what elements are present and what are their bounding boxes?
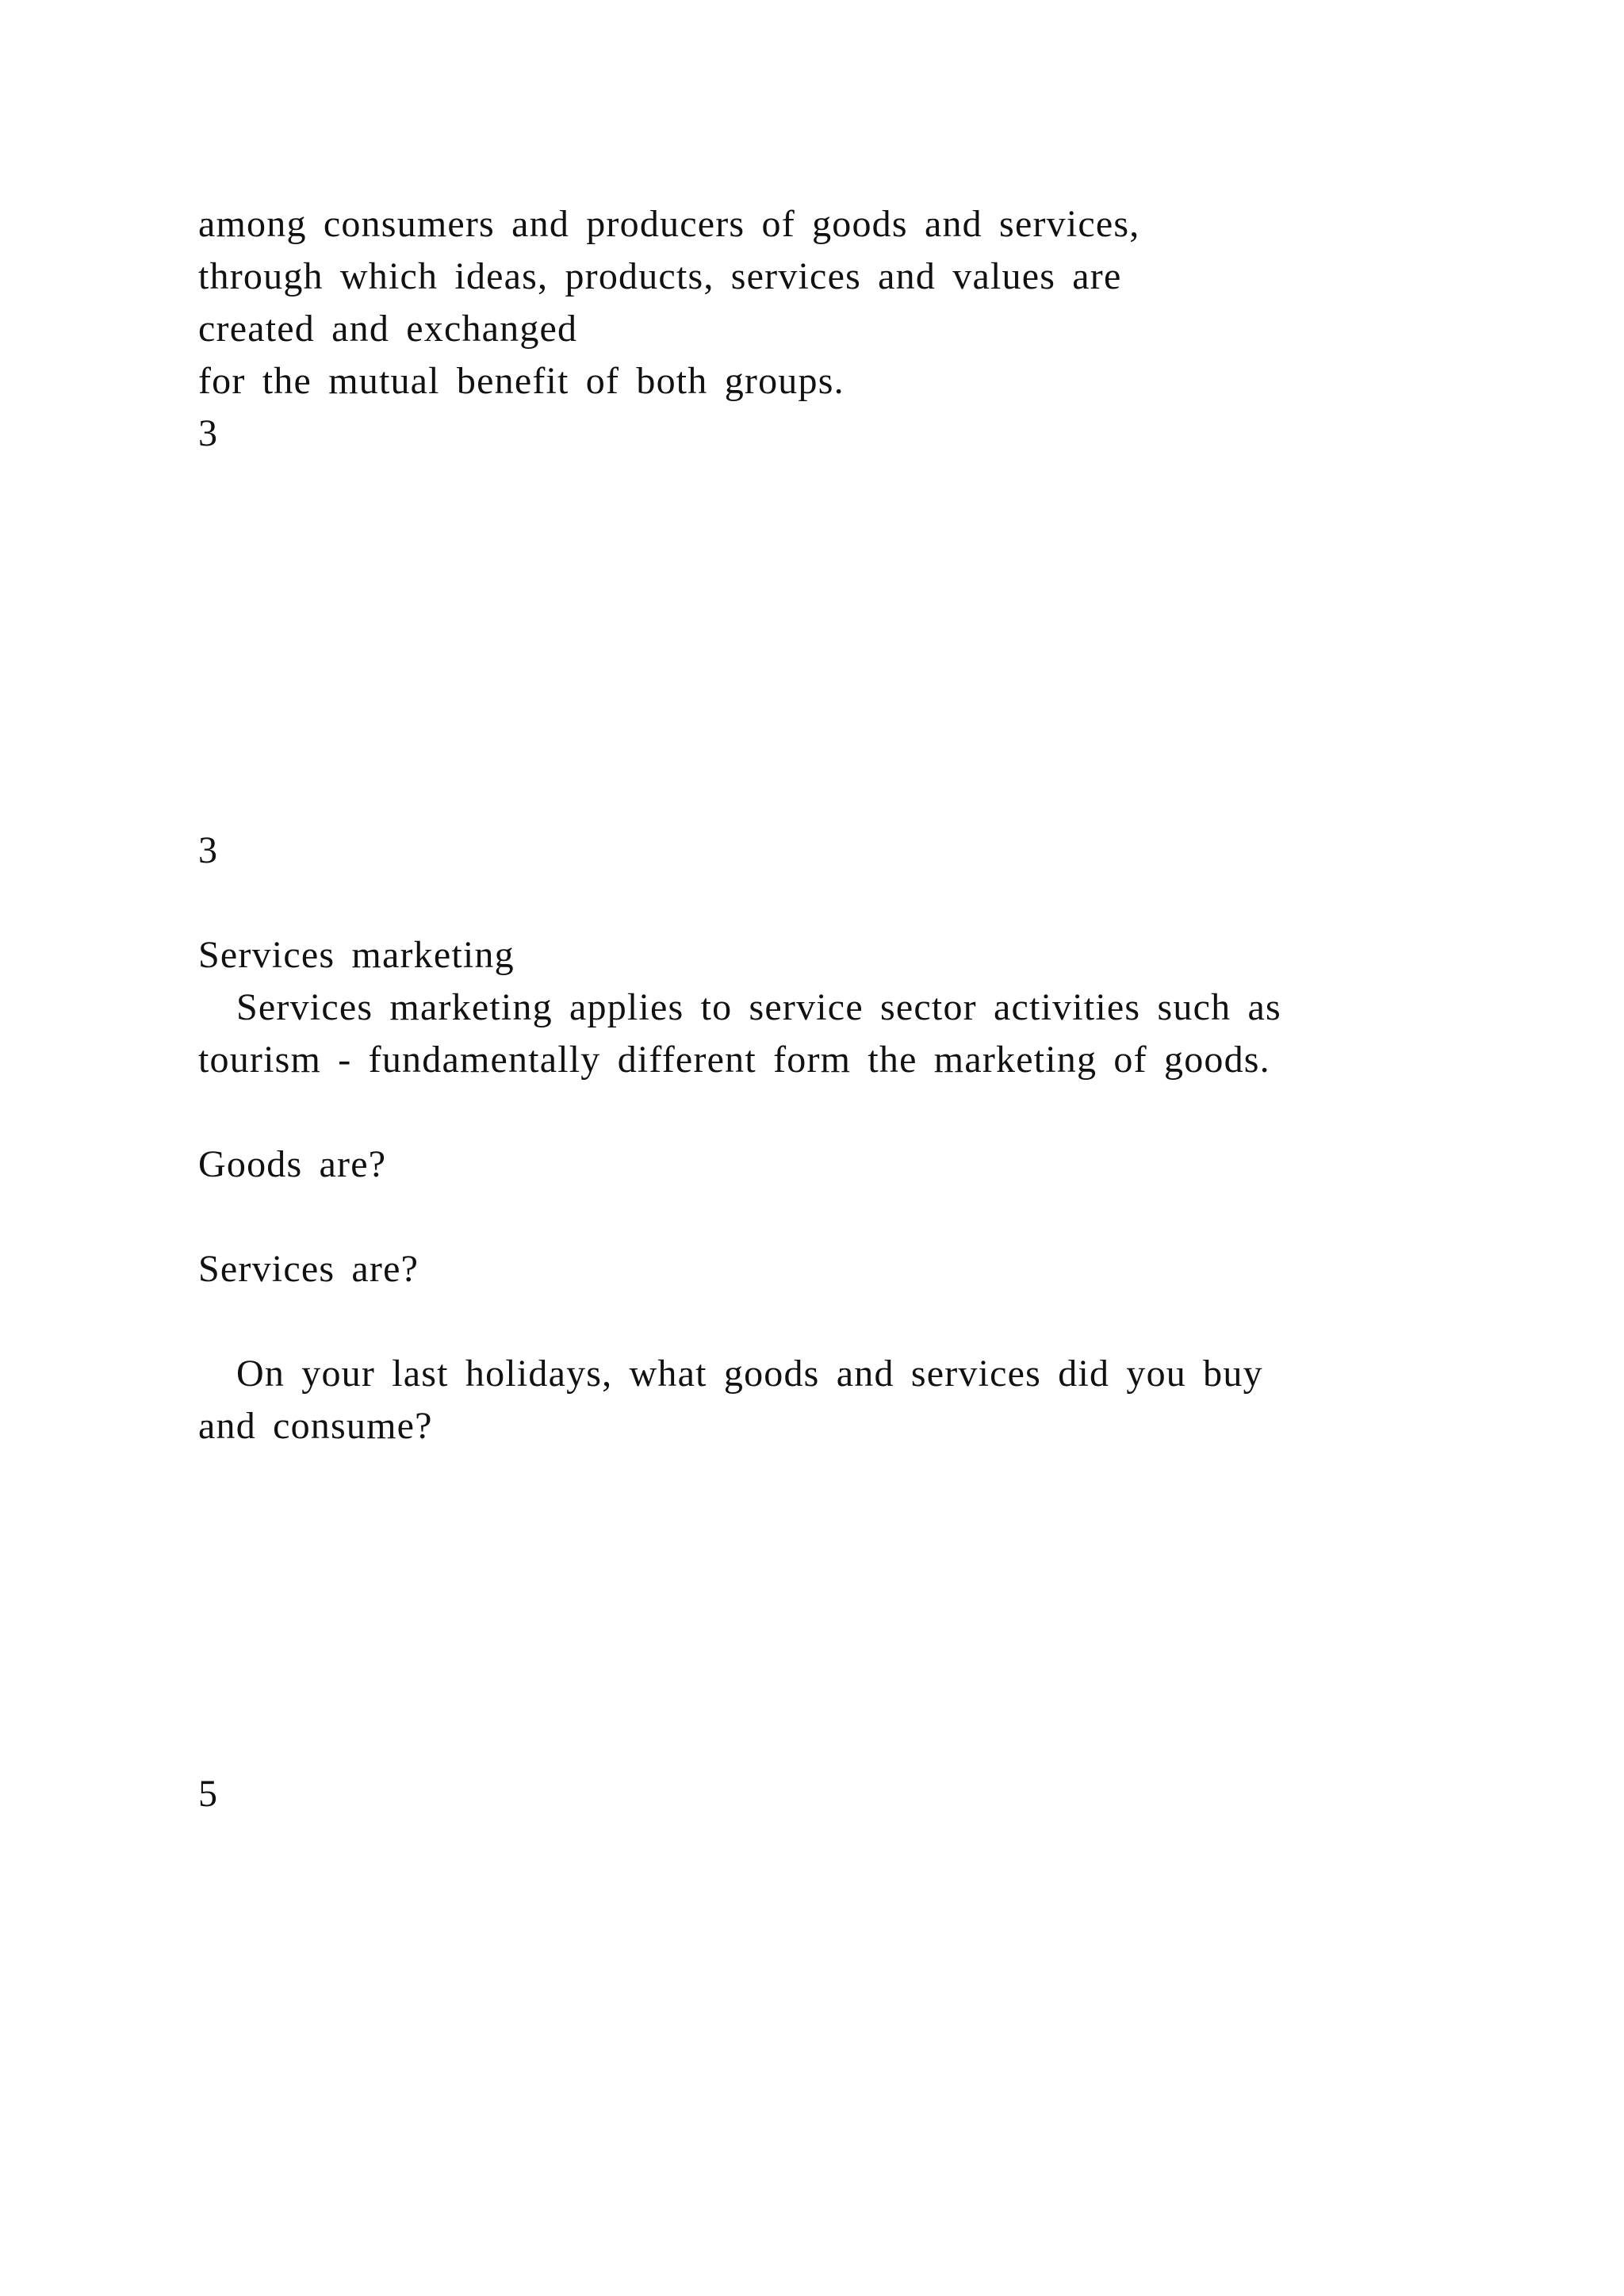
text-line: among consumers and producers of goods and services,: [198, 203, 1140, 245]
page-number: 3: [198, 412, 219, 454]
text-line: tourism - fundamentally different form the marketing of goods.: [198, 1039, 1270, 1081]
text-line: created and exchanged: [198, 308, 578, 350]
section-heading: Services marketing: [198, 934, 515, 976]
question-goods: Goods are?: [198, 1143, 387, 1185]
text-line: through which ideas, products, services and values are: [198, 255, 1122, 297]
question-services: Services are?: [198, 1248, 419, 1290]
question-holidays: On your last holidays, what goods and services did you buy: [236, 1353, 1263, 1395]
question-holidays-continued: and consume?: [198, 1405, 433, 1447]
text-line: for the mutual benefit of both groups.: [198, 360, 845, 402]
text-line: Services marketing applies to service sector activities such as: [236, 986, 1281, 1028]
page-number: 3: [198, 829, 219, 871]
page-number: 5: [198, 1773, 219, 1815]
